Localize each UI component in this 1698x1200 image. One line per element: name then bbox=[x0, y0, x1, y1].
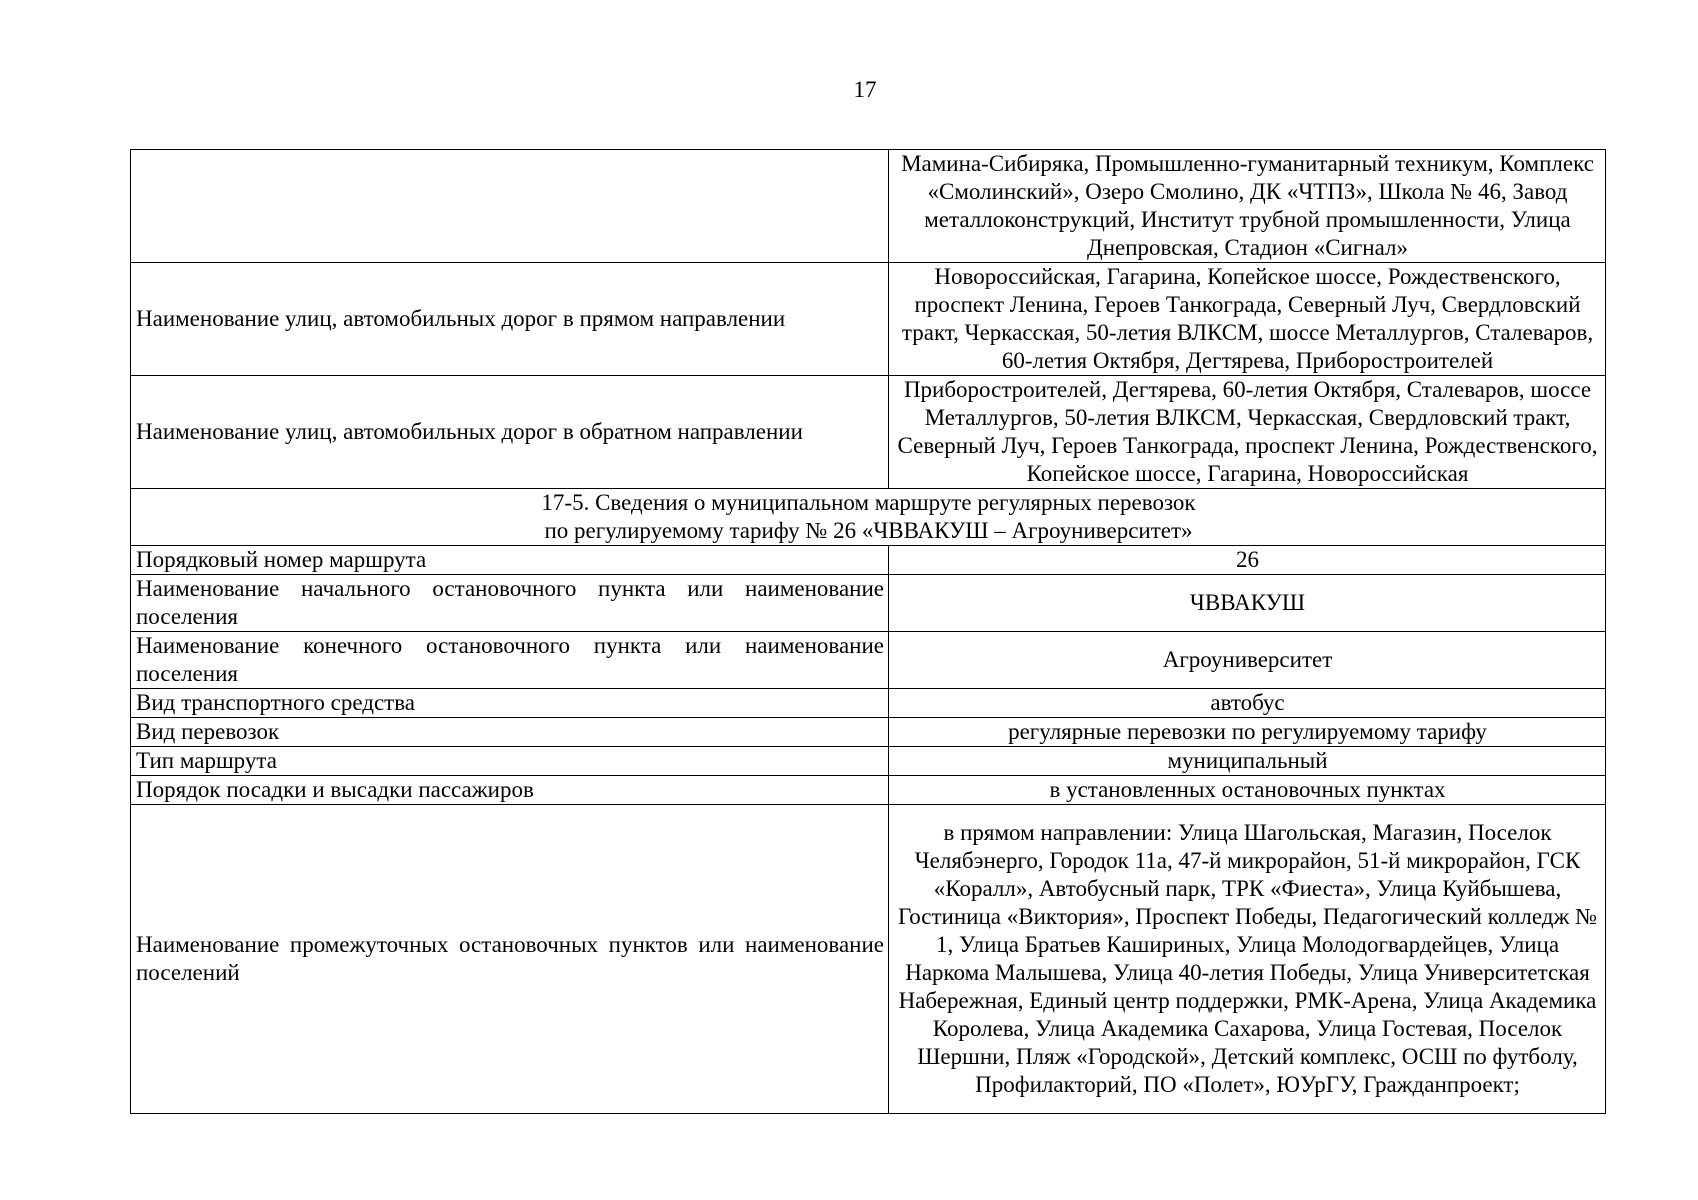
intermediate-stops-label: Наименование промежуточных остановочных пунктов или наименование поселений bbox=[131, 805, 889, 1114]
route-type-label: Тип маршрута bbox=[131, 747, 889, 776]
table-row-intermediate-stops bbox=[131, 805, 1606, 1114]
section-title-line2: по регулируемому тарифу № 26 «ЧВВАКУШ – Агроуниверситет» bbox=[544, 518, 1193, 543]
route-number-label: Порядковый номер маршрута bbox=[131, 546, 889, 575]
table-row-route-number bbox=[131, 546, 1606, 575]
streets-reverse-label: Наименование улиц, автомобильных дорог в обратном направлении bbox=[131, 376, 889, 489]
start-stop-label: Наименование начального остановочного пункта или наименование поселения bbox=[131, 575, 889, 632]
streets-reverse-value: Приборостроителей, Дегтярева, 60-летия Октября, Сталеваров, шоссе Металлургов, 50-летия ВЛКСМ, Черкасская, Свердловский тракт, Северный Луч, Героев Танкограда, проспект Ленина, Рождественского, Копейское шоссе, Гагарина, Новороссийская bbox=[889, 376, 1606, 489]
page-number: 17 bbox=[853, 77, 877, 102]
route-number-value: 26 bbox=[889, 546, 1606, 575]
boarding-order-value: в установленных остановочных пунктах bbox=[889, 776, 1606, 805]
table-row-continuation bbox=[131, 150, 1606, 263]
end-stop-value: Агроуниверситет bbox=[889, 632, 1606, 689]
table-row-route-type bbox=[131, 747, 1606, 776]
streets-forward-value: Новороссийская, Гагарина, Копейское шоссе, Рождественского, проспект Ленина, Героев Танкограда, Северный Луч, Свердловский тракт, Черкасская, 50-летия ВЛКСМ, шоссе Металлургов, Сталеваров, 60-летия Октября, Дегтярева, Приборостроителей bbox=[889, 263, 1606, 376]
table-row-end-stop bbox=[131, 632, 1606, 689]
continuation-value-cell: Мамина-Сибиряка, Промышленно-гуманитарный техникум, Комплекс «Смолинский», Озеро Смолино, ДК «ЧТПЗ», Школа № 46, Завод металлоконструкций, Институт трубной промышленности, Улица Днепровская, Стадион «Сигнал» bbox=[889, 150, 1606, 263]
table-row-start-stop bbox=[131, 575, 1606, 632]
table-row-transport-kind bbox=[131, 718, 1606, 747]
route-info-table bbox=[130, 149, 1606, 1114]
section-title-line1: 17-5. Сведения о муниципальном маршруте регулярных перевозок bbox=[541, 490, 1196, 515]
section-title-cell bbox=[131, 489, 1606, 546]
transport-kind-label: Вид перевозок bbox=[131, 718, 889, 747]
transport-kind-value: регулярные перевозки по регулируемому тарифу bbox=[889, 718, 1606, 747]
boarding-order-label: Порядок посадки и высадки пассажиров bbox=[131, 776, 889, 805]
start-stop-value: ЧВВАКУШ bbox=[889, 575, 1606, 632]
vehicle-type-value: автобус bbox=[889, 689, 1606, 718]
table-row-streets-reverse bbox=[131, 376, 1606, 489]
intermediate-stops-value: в прямом направлении: Улица Шагольская, Магазин, Поселок Челябэнерго, Городок 11а, 47-й микрорайон, 51-й микрорайон, ГСК «Коралл», Автобусный парк, ТРК «Фиеста», Улица Куйбышева, Гостиница «Виктория», Проспект Победы, Педагогический колледж № 1, Улица Братьев Кашириных, Улица Молодогвардейцев, Улица Наркома Малышева, Улица 40-летия Победы, Улица Университетская Набережная, Единый центр поддержки, РМК-Арена, Улица Академика Королева, Улица Академика Сахарова, Улица Гостевая, Поселок Шершни, Пляж «Городской», Детский комплекс, ОСШ по футболу, Профилакторий, ПО «Полет», ЮУрГУ, Гражданпроект; bbox=[889, 805, 1606, 1114]
streets-forward-label: Наименование улиц, автомобильных дорог в прямом направлении bbox=[131, 263, 889, 376]
route-type-value: муниципальный bbox=[889, 747, 1606, 776]
table-row-boarding-order bbox=[131, 776, 1606, 805]
vehicle-type-label: Вид транспортного средства bbox=[131, 689, 889, 718]
end-stop-label: Наименование конечного остановочного пункта или наименование поселения bbox=[131, 632, 889, 689]
table-row-vehicle-type bbox=[131, 689, 1606, 718]
continuation-label-cell bbox=[131, 150, 889, 263]
table-row-streets-forward bbox=[131, 263, 1606, 376]
table-row-section-title bbox=[131, 489, 1606, 546]
